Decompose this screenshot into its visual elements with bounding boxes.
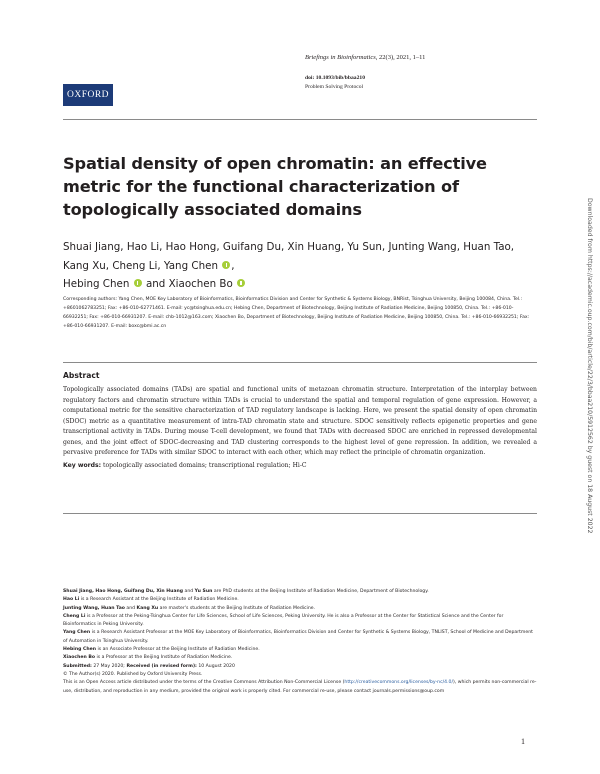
copyright: © The Author(s) 2020. Published by Oxford University Press.: [63, 671, 203, 677]
submission-dates: Submitted: 27 May 2020; Received (in revised form): 10 August 2020: [63, 663, 235, 669]
orcid-icon[interactable]: [222, 261, 230, 269]
license-text: This is an Open Access article distributed under the terms of the Creative Commons Attribution Non-Commercial License (http://creativecommons.org/licenses/by-nc/4.0/), which permits non-commercial re-use, distribution, and reproduction in any medium, provided the original work is properly cited. For commercial re-use, please contact journals.permissions@oup.com: [63, 680, 537, 694]
author-list: [63, 238, 533, 294]
abstract-heading: Abstract: [63, 371, 100, 380]
bio-item: Hao Li is a Research Assistant at the Beijing Institute of Radiation Medicine.: [63, 597, 239, 603]
corresponding-authors: Corresponding authors: Yang Chen, MOE Key Laboratory of Bioinformatics, Bioinformatics Division and Center for Synthetic & Systems Biology, BNRist, Tsinghua University, Beijing 100084, China. Tel.: +8601062783251; Fax: +86-010-62771461. E-mail: yc@tsinghua.edu.cn; Hebing Chen, Department of Biotechnology, Beijing Institute of Radiation Medicine, Beijing 100850, China. Tel.: +86-010-66932251; Fax: +86-010-66931207. E-mail: chb-1012@163.com; Xiaochen Bo, Department of Biotechnology, Beijing Institute of Radiation Medicine, Beijing 100850, China. Tel.: +86-010-66932251; Fax: +86-010-66931207. E-mail: boxc@bmi.ac.cn: [63, 297, 530, 329]
author-bios: [63, 588, 537, 696]
license-link[interactable]: http://creativecommons.org/licenses/by-nc/4.0/: [344, 680, 454, 686]
orcid-icon[interactable]: [237, 279, 245, 287]
keywords: [63, 462, 537, 469]
bio-item: Cheng Li is a Professor at the Peking-Tsinghua Center for Life Sciences, School of Life Sciences, Peking University. He is also a Professor at the Center for Statistical Science and the Center for Bioinformatics in Peking University.: [63, 613, 504, 628]
oxford-logo: OXFORD: [63, 84, 113, 106]
author-names-3: and Xiaochen Bo: [142, 278, 233, 290]
author-names-2: Hebing Chen: [63, 278, 130, 290]
author-sep: ,: [231, 259, 235, 272]
bio-item: Yang Chen is a Research Assistant Professor at the MOE Key Laboratory of Bioinformatics, Bioinformatics Division and Center for Synthetic & Systems Biology, TNLIST, School of Medicine and Department of Automation in Tsinghua University.: [63, 630, 533, 644]
journal-citation: [305, 54, 425, 61]
abstract-section: [63, 371, 537, 469]
keywords-label: Key words:: [63, 461, 102, 469]
page-number: 1: [521, 737, 525, 746]
doi[interactable]: doi: 10.1093/bib/bbaa210: [305, 75, 365, 81]
paper-title: Spatial density of open chromatin: an effective metric for the functional characterization of topologically associated domains: [63, 154, 487, 219]
article-section: Problem Solving Protocol: [305, 84, 364, 90]
bio-item: Hebing Chen is an Associate Professor at the Beijing Institute of Radiation Medicine.: [63, 647, 260, 653]
abstract-text: Topologically associated domains (TADs) are spatial and functional units of metazoan chromatin structure. Interpretation of the interplay between regulatory factors and chromatin structure within TADs is crucial to understand the spatial and temporal regulation of gene expression. However, a computational metric for the sensitive characterization of TAD regulatory landscape is lacking. Here, we present the spatial density of open chromatin (SDOC) metric as a quantitative measurement of intra-TAD chromatin state and structure. SDOC sensitively reflects epigenetic properties and gene transcriptional activity in TADs. During mouse T-cell development, we found that TADs with decreased SDOC are enriched in repressed developmental genes, and the joint effect of SDOC-decreasing and TAD clustering corresponds to the highest level of gene repression. In addition, we revealed a pervasive preference for TADs with similar SDOC to interact with each other, which may reflect the principle of chromatin organization.: [63, 386, 537, 456]
keywords-list: topologically associated domains; transcriptional regulation; Hi-C: [103, 461, 307, 469]
abstract-top-divider: [63, 362, 537, 363]
header-divider: [63, 119, 537, 120]
author-names-1: Shuai Jiang, Hao Li, Hao Hong, Guifang Du, Xin Huang, Yu Sun, Junting Wang, Huan Tao, Kang Xu, Cheng Li, Yang Chen: [63, 241, 515, 272]
abstract-bottom-divider: [63, 513, 537, 514]
bio-item: Shuai Jiang, Hao Hong, Guifang Du, Xin Huang and Yu Sun are PhD students at the Beijing Institute of Radiation Medicine, Department of Biotechnology.: [63, 589, 429, 594]
journal-issue: , 22(3), 2021, 1–11: [375, 54, 426, 61]
bio-item: Junting Wang, Huan Tao and Kang Xu are master's students at the Beijing Institute of Radiation Medicine.: [63, 605, 316, 611]
bio-item: Xiaochen Bo is a Professor at the Beijing Institute of Radiation Medicine.: [63, 655, 233, 661]
orcid-icon[interactable]: [134, 279, 142, 287]
download-watermark: Downloaded from https://academic.oup.com/bib/article/22/3/bbaa210/5912562 by guest on 18 August 2022: [586, 198, 593, 534]
journal-name: Briefings in Bioinformatics: [305, 54, 376, 61]
